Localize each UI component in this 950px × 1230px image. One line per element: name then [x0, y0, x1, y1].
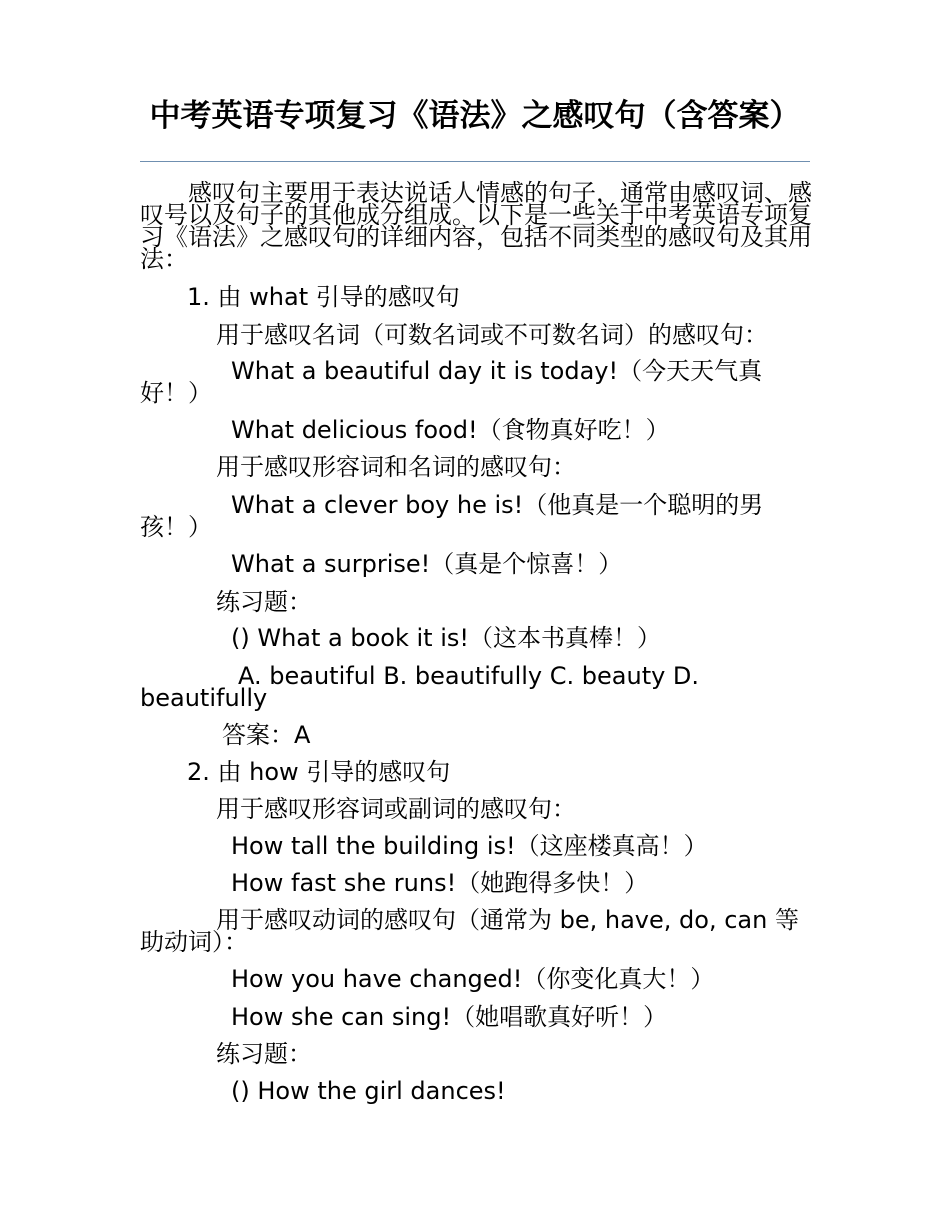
exercise-question: () What a book it is!（这本书真棒！） — [231, 624, 662, 652]
usage-text: 用于感叹动词的感叹句（通常为 be, have, do, can 等助动词）： — [140, 906, 799, 956]
section-heading-how: 2. 由 how 引导的感叹句 — [187, 758, 451, 786]
exercise-label: 练习题： — [216, 1040, 312, 1068]
example-line: How you have changed!（你变化真大！） — [231, 965, 715, 993]
example-text: What a beautiful day it is today!（今天天气真好！） — [140, 357, 763, 407]
exercise-label: 练习题： — [216, 588, 312, 616]
document-title: 中考英语专项复习《语法》之感叹句（含答案） — [149, 98, 801, 134]
exercise-options — [140, 662, 700, 712]
usage-line — [140, 906, 808, 956]
exercise-answer: 答案：A — [222, 721, 311, 749]
example-line: What a surprise!（真是个惊喜！） — [231, 550, 623, 578]
example-text: What a clever boy he is!（他真是一个聪明的男孩！） — [140, 491, 764, 541]
example-line: How tall the building is!（这座楼真高！） — [231, 832, 708, 860]
intro-paragraph — [140, 179, 812, 273]
intro-text: 感叹句主要用于表达说话人情感的句子，通常由感叹词、感叹号以及句子的其他成分组成。以下是一些关于中考英语专项复习《语法》之感叹句的详细内容，包括不同类型的感叹句及其用法： — [140, 179, 812, 273]
example-line: What delicious food!（食物真好吃！） — [231, 416, 670, 444]
usage-line: 用于感叹名词（可数名词或不可数名词）的感叹句： — [216, 321, 768, 349]
usage-line: 用于感叹形容词或副词的感叹句： — [216, 795, 576, 823]
example-line: How fast she runs!（她跑得多快！） — [231, 869, 649, 897]
example-line — [140, 491, 780, 541]
options-text: A. beautiful B. beautifully C. beauty D. beautifully — [140, 662, 700, 712]
example-line: How she can sing!（她唱歌真好听！） — [231, 1003, 668, 1031]
example-line — [140, 357, 780, 407]
title-divider — [140, 161, 810, 162]
exercise-question: () How the girl dances! — [231, 1077, 506, 1105]
usage-line: 用于感叹形容词和名词的感叹句： — [216, 453, 576, 481]
section-heading-what: 1. 由 what 引导的感叹句 — [187, 283, 460, 311]
